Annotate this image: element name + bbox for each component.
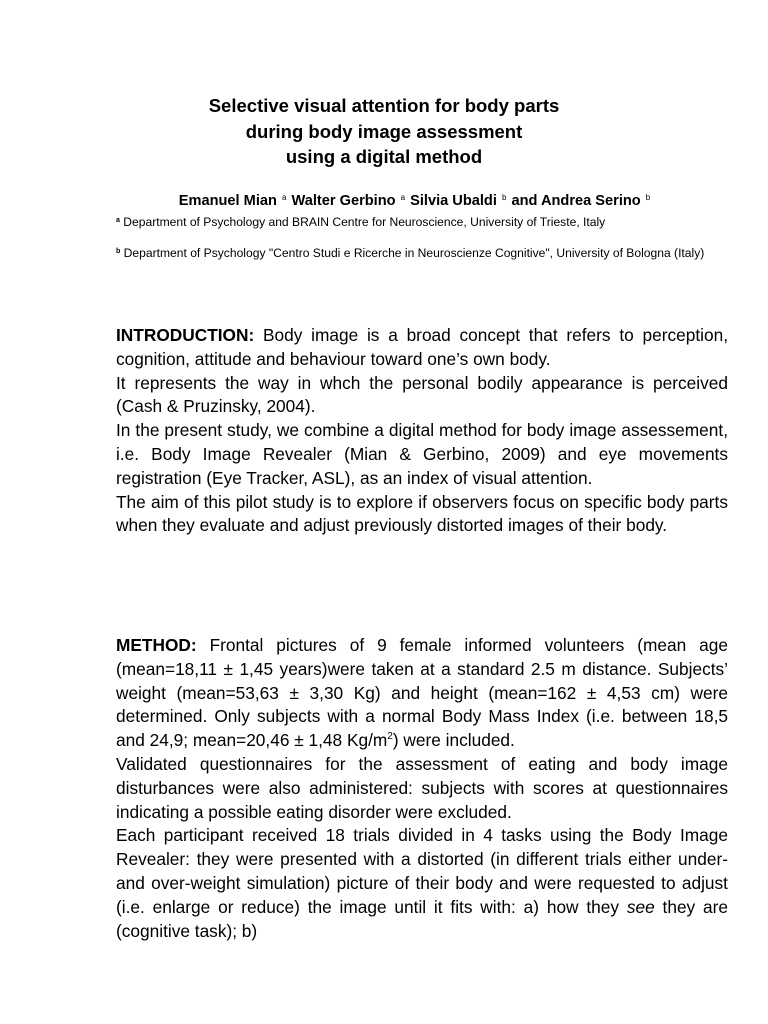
paragraph-text: they are (cognitive task); b) xyxy=(116,896,728,941)
paragraph xyxy=(116,634,728,753)
author-name: Andrea Serino xyxy=(540,193,641,209)
paper-title xyxy=(0,93,768,170)
paragraph: Validated questionnaires for the assessment of eating and body image disturbances were also administered: subjects with scores at questionnaires indicating a possible eating disorder were excluded. xyxy=(116,753,728,822)
title-line-2: during body image assessment xyxy=(245,120,523,142)
paragraph: In the present study, we combine a digital method for body image assessement, i.e. Body Image Revealer (Mian & Gerbino, 2009) and eye movements registration (Eye Tracker, ASL), as an index of visual attention. xyxy=(116,420,728,488)
affiliation-mark: b xyxy=(116,248,121,255)
affiliation-mark: a xyxy=(116,217,120,224)
author-affiliation-mark: a xyxy=(281,193,287,202)
author-name: Emanuel Mian xyxy=(178,193,277,209)
affiliation-text: Department of Psychology "Centro Studi e Ricerche in Neuroscienze Cognitive", University of Bologna (Italy) xyxy=(123,246,705,260)
paragraph xyxy=(116,824,728,943)
title-line-1: Selective visual attention for body parts xyxy=(208,95,560,116)
emphasis: see xyxy=(626,896,655,917)
paragraph: The aim of this pilot study is to explore if observers focus on specific body parts when they evaluate and adjust previously distorted images of their body. xyxy=(116,491,728,536)
introduction-section xyxy=(116,324,728,538)
paragraph-text: Frontal pictures of 9 female informed volunteers (mean age (mean=18,11 ± 1,45 years)were taken at a standard 2.5 m distance. Subjects’ weight (mean=53,63 ± 3,30 Kg) and height (mean=162 ± 4,53 cm) were determined. Only subjects with a normal Body Mass Index (i.e. between 18,5 and 24,9; mean=20,46 ± 1,48 Kg/m xyxy=(116,635,728,751)
author-list xyxy=(0,191,768,211)
paragraph-text: Body image is a broad concept that refers to perception, cognition, attitude and behaviour toward one’s own body. xyxy=(116,325,728,369)
title-line-3: using a digital method xyxy=(285,146,483,167)
affiliation-b xyxy=(116,241,723,265)
author-affiliation-mark: b xyxy=(501,193,507,202)
paragraph-text: ) were included. xyxy=(392,730,515,751)
section-heading: INTRODUCTION: xyxy=(116,325,255,345)
method-section xyxy=(116,634,728,943)
author-affiliation-mark: b xyxy=(645,193,651,202)
paragraph-text: Each participant received 18 trials divided in 4 tasks using the Body Image Revealer: they were presented with a distorted (in different trials either under- and over-weight simulation) picture of their body and were requested to adjust (i.e. enlarge or reduce) the image until it fits with: a) how they xyxy=(116,825,728,917)
section-heading: METHOD: xyxy=(116,635,197,655)
author-affiliation-mark: a xyxy=(400,193,406,202)
superscript: 2 xyxy=(387,731,393,743)
author-conjunction: and xyxy=(511,193,538,209)
author-name: Silvia Ubaldi xyxy=(410,193,497,209)
affiliation-a xyxy=(116,213,756,231)
paragraph xyxy=(116,324,728,372)
author-name: Walter Gerbino xyxy=(291,193,396,209)
paragraph: It represents the way in whch the personal bodily appearance is perceived (Cash & Pruzinsky, 2004). xyxy=(116,372,728,417)
affiliation-text: Department of Psychology and BRAIN Centre for Neuroscience, University of Trieste, Italy xyxy=(123,215,606,229)
